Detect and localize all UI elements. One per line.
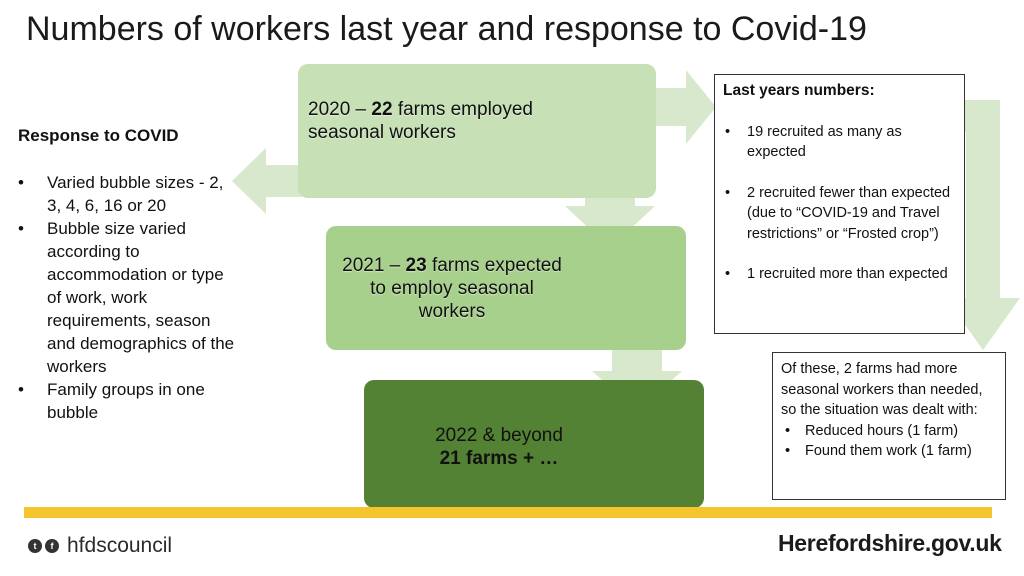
list-item: • 1 recruited more than expected bbox=[723, 264, 956, 285]
list-item: • 2 recruited fewer than expected (due to “COVID-19 and Travel restrictions” or “Frosted crop”) bbox=[723, 183, 956, 245]
right-arrow bbox=[656, 70, 716, 144]
timeline-box-2020 bbox=[298, 64, 656, 198]
list-item: • Bubble size varied according to accommodation or type of work, work requirements, season and demographics of the workers bbox=[18, 217, 240, 378]
box-2022-text bbox=[364, 424, 634, 470]
timeline-box-2021 bbox=[326, 226, 686, 350]
facebook-icon[interactable]: f bbox=[45, 539, 59, 553]
response-panel bbox=[18, 124, 240, 424]
of-these-box bbox=[772, 352, 1006, 500]
last-years-box bbox=[714, 74, 965, 334]
of-these-intro: Of these, 2 farms had more seasonal workers than needed, so the situation was dealt with: bbox=[781, 361, 983, 418]
box-2021-text: 2021 – 23 farms expected to employ seasonal workers bbox=[342, 255, 562, 322]
response-heading: Response to COVID bbox=[18, 126, 179, 145]
box-2020-text: 2020 – 22 farms employed seasonal workers bbox=[308, 99, 533, 143]
of-these-list bbox=[781, 421, 997, 462]
page-title: Numbers of workers last year and response to Covid-19 bbox=[26, 10, 867, 48]
list-item: • 19 recruited as many as expected bbox=[723, 122, 956, 163]
last-years-heading: Last years numbers: bbox=[723, 82, 875, 99]
list-item: • Reduced hours (1 farm) bbox=[781, 421, 997, 442]
last-years-list bbox=[723, 122, 956, 285]
box-2022-line2: 21 farms + … bbox=[439, 448, 559, 469]
twitter-icon[interactable]: t bbox=[28, 539, 42, 553]
footer-bar bbox=[24, 507, 992, 518]
timeline-box-2022 bbox=[364, 380, 704, 508]
list-item: • Family groups in one bubble bbox=[18, 378, 240, 424]
list-item: • Varied bubble sizes - 2, 3, 4, 6, 16 or 20 bbox=[18, 171, 240, 217]
herefordshire-logo: Herefordshire.gov.uk bbox=[778, 530, 1002, 556]
response-list bbox=[18, 171, 240, 424]
box-2022-line1: 2022 & beyond bbox=[435, 425, 563, 446]
social-links bbox=[28, 534, 172, 558]
social-handle: hfdscouncil bbox=[67, 534, 173, 557]
list-item: • Found them work (1 farm) bbox=[781, 441, 997, 462]
left-arrow bbox=[232, 148, 302, 214]
